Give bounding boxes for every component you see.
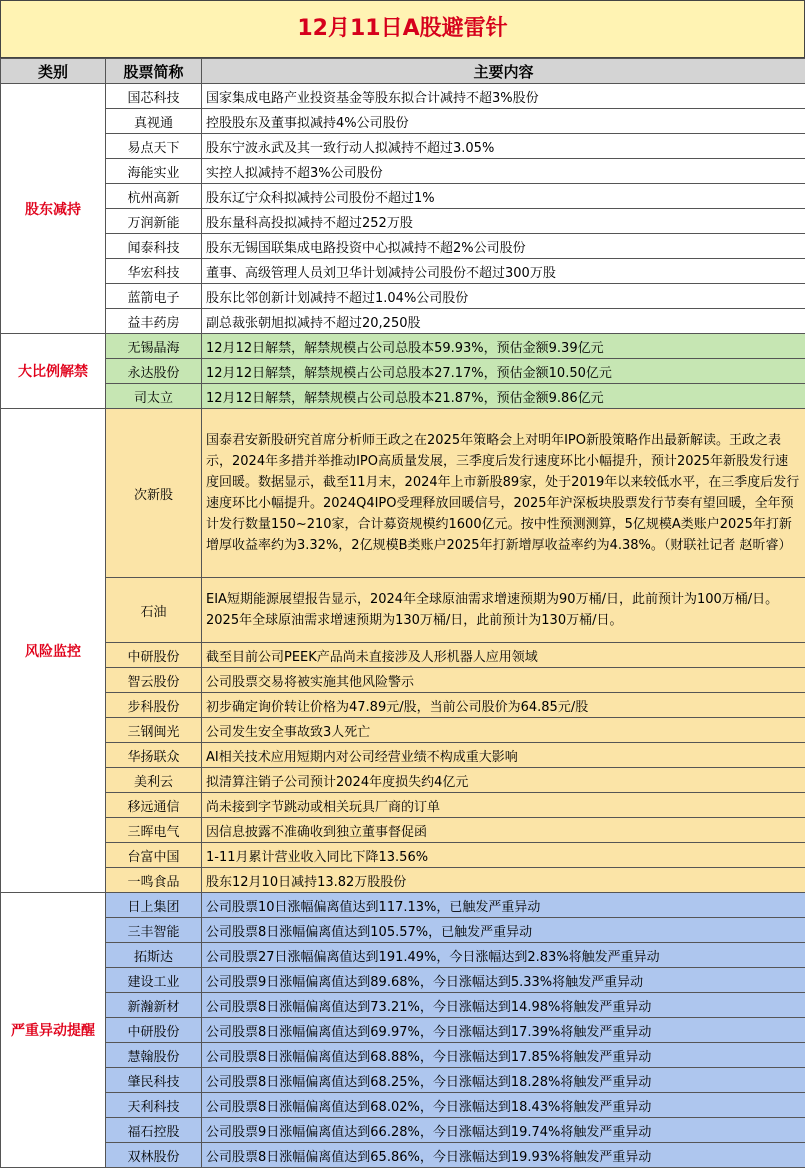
table-row (1, 359, 805, 384)
header-category: 类别 (1, 59, 106, 84)
content-cell: 股东比邻创新计划减持不超过1.04%公司股份 (202, 284, 805, 309)
table-row (1, 668, 805, 693)
table-row (1, 993, 805, 1018)
stock-name-cell: 蓝箭电子 (106, 284, 202, 309)
stock-name-cell: 永达股份 (106, 359, 202, 384)
table-row (1, 84, 805, 109)
stock-name-cell: 万润新能 (106, 209, 202, 234)
content-cell: 公司股票8日涨幅偏离值达到68.02%，今日涨幅达到18.43%将触发严重异动 (202, 1093, 805, 1118)
stock-name-cell: 易点天下 (106, 134, 202, 159)
table-row (1, 578, 805, 643)
stock-name-cell: 步科股份 (106, 693, 202, 718)
table-row (1, 968, 805, 993)
header-stock-name: 股票简称 (106, 59, 202, 84)
content-cell: 公司股票10日涨幅偏离值达到117.13%，已触发严重异动 (202, 893, 805, 918)
content-cell: 截至目前公司PEEK产品尚未直接涉及人形机器人应用领域 (202, 643, 805, 668)
table-row (1, 943, 805, 968)
content-cell: EIA短期能源展望报告显示，2024年全球原油需求增速预期为90万桶/日，此前预计为100万桶/日。2025年全球原油需求增速预期为130万桶/日，此前预计为130万桶/日。 (202, 578, 805, 643)
content-cell: 12月12日解禁，解禁规模占公司总股本59.93%，预估金额9.39亿元 (202, 334, 805, 359)
table-row (1, 134, 805, 159)
stock-name-cell: 台富中国 (106, 843, 202, 868)
table-row (1, 743, 805, 768)
table-row (1, 1018, 805, 1043)
content-cell: 因信息披露不准确收到独立董事督促函 (202, 818, 805, 843)
content-cell: 股东辽宁众科拟减持公司股份不超过1% (202, 184, 805, 209)
content-cell: 初步确定询价转让价格为47.89元/股，当前公司股价为64.85元/股 (202, 693, 805, 718)
stock-name-cell: 肇民科技 (106, 1068, 202, 1093)
content-cell: 12月12日解禁，解禁规模占公司总股本21.87%，预估金额9.86亿元 (202, 384, 805, 409)
content-cell: 股东宁波永武及其一致行动人拟减持不超过3.05% (202, 134, 805, 159)
stock-name-cell: 国芯科技 (106, 84, 202, 109)
content-cell: 公司股票8日涨幅偏离值达到73.21%，今日涨幅达到14.98%将触发严重异动 (202, 993, 805, 1018)
table-row (1, 1043, 805, 1068)
stock-name-cell: 三钢闽光 (106, 718, 202, 743)
table-row (1, 843, 805, 868)
content-cell: 公司股票27日涨幅偏离值达到191.49%，今日涨幅达到2.83%将触发严重异动 (202, 943, 805, 968)
table-row (1, 918, 805, 943)
table-row (1, 234, 805, 259)
risk-table (0, 58, 805, 1168)
stock-name-cell: 闻泰科技 (106, 234, 202, 259)
content-cell: 副总裁张朝旭拟减持不超过20,250股 (202, 309, 805, 334)
table-row (1, 184, 805, 209)
stock-name-cell: 次新股 (106, 409, 202, 578)
content-cell: AI相关技术应用短期内对公司经营业绩不构成重大影响 (202, 743, 805, 768)
stock-name-cell: 双林股份 (106, 1143, 202, 1168)
stock-name-cell: 杭州高新 (106, 184, 202, 209)
stock-name-cell: 拓斯达 (106, 943, 202, 968)
stock-name-cell: 建设工业 (106, 968, 202, 993)
table-row (1, 259, 805, 284)
stock-name-cell: 一鸣食品 (106, 868, 202, 893)
content-cell: 董事、高级管理人员刘卫华计划减持公司股份不超过300万股 (202, 259, 805, 284)
stock-name-cell: 慧翰股份 (106, 1043, 202, 1068)
table-row (1, 1093, 805, 1118)
table-row (1, 793, 805, 818)
content-cell: 公司股票8日涨幅偏离值达到69.97%，今日涨幅达到17.39%将触发严重异动 (202, 1018, 805, 1043)
stock-name-cell: 司太立 (106, 384, 202, 409)
stock-name-cell: 益丰药房 (106, 309, 202, 334)
stock-name-cell: 三丰智能 (106, 918, 202, 943)
stock-name-cell: 福石控股 (106, 1118, 202, 1143)
content-cell: 控股股东及董事拟减持4%公司股份 (202, 109, 805, 134)
table-row (1, 284, 805, 309)
stock-name-cell: 三晖电气 (106, 818, 202, 843)
content-cell: 公司股票8日涨幅偏离值达到68.25%，今日涨幅达到18.28%将触发严重异动 (202, 1068, 805, 1093)
stock-name-cell: 美利云 (106, 768, 202, 793)
content-cell: 股东量科高投拟减持不超过252万股 (202, 209, 805, 234)
stock-name-cell: 真视通 (106, 109, 202, 134)
stock-name-cell: 华宏科技 (106, 259, 202, 284)
stock-name-cell: 日上集团 (106, 893, 202, 918)
stock-name-cell: 智云股份 (106, 668, 202, 693)
table-row (1, 384, 805, 409)
table-row (1, 409, 805, 578)
page-title: 12月11日A股避雷针 (0, 0, 805, 58)
header-main-content: 主要内容 (202, 59, 805, 84)
content-cell: 12月12日解禁，解禁规模占公司总股本27.17%，预估金额10.50亿元 (202, 359, 805, 384)
table-row (1, 818, 805, 843)
stock-name-cell: 新瀚新材 (106, 993, 202, 1018)
content-cell: 公司股票8日涨幅偏离值达到68.88%，今日涨幅达到17.85%将触发严重异动 (202, 1043, 805, 1068)
content-cell: 尚未接到字节跳动或相关玩具厂商的订单 (202, 793, 805, 818)
table-row (1, 309, 805, 334)
table-row (1, 868, 805, 893)
stock-name-cell: 海能实业 (106, 159, 202, 184)
table-row (1, 768, 805, 793)
category-cell: 严重异动提醒 (1, 893, 106, 1168)
table-row (1, 693, 805, 718)
table-row (1, 643, 805, 668)
table-row (1, 334, 805, 359)
content-cell: 公司股票9日涨幅偏离值达到66.28%，今日涨幅达到19.74%将触发严重异动 (202, 1118, 805, 1143)
table-row (1, 1118, 805, 1143)
content-cell: 公司股票9日涨幅偏离值达到89.68%，今日涨幅达到5.33%将触发严重异动 (202, 968, 805, 993)
table-row (1, 718, 805, 743)
content-cell: 国泰君安新股研究首席分析师王政之在2025年策略会上对明年IPO新股策略作出最新解读。王政之表示，2024年多措并举推动IPO高质量发展，三季度后发行速度环比小幅提升，预计2025年新股发行速度回暖。数据显示，截至11月末，2024年上市新股89家，处于2019年以来较低水平，在三季度后发行速度环比小幅提升。2024Q4IPO受理释放回暖信号，2025年沪深板块股票发行节奏有望回暖，全年预计发行数量150~210家，合计募资规模约1600亿元。按中性预测测算，5亿规模A类账户2025年打新增厚收益率约为3.32%，2亿规模B类账户2025年打新增厚收益率约为4.38%。（财联社记者 赵昕睿） (202, 409, 805, 578)
content-cell: 股东无锡国联集成电路投资中心拟减持不超2%公司股份 (202, 234, 805, 259)
stock-name-cell: 华扬联众 (106, 743, 202, 768)
table-row (1, 893, 805, 918)
content-cell: 公司股票8日涨幅偏离值达到105.57%，已触发严重异动 (202, 918, 805, 943)
category-cell: 大比例解禁 (1, 334, 106, 409)
content-cell: 1-11月累计营业收入同比下降13.56% (202, 843, 805, 868)
stock-name-cell: 移远通信 (106, 793, 202, 818)
content-cell: 实控人拟减持不超3%公司股份 (202, 159, 805, 184)
content-cell: 国家集成电路产业投资基金等股东拟合计减持不超3%股份 (202, 84, 805, 109)
content-cell: 股东12月10日减持13.82万股股份 (202, 868, 805, 893)
stock-name-cell: 无锡晶海 (106, 334, 202, 359)
category-cell: 股东减持 (1, 84, 106, 334)
category-cell: 风险监控 (1, 409, 106, 893)
table-row (1, 209, 805, 234)
stock-name-cell: 天利科技 (106, 1093, 202, 1118)
stock-name-cell: 石油 (106, 578, 202, 643)
table-row (1, 109, 805, 134)
content-cell: 公司股票8日涨幅偏离值达到65.86%，今日涨幅达到19.93%将触发严重异动 (202, 1143, 805, 1168)
table-row (1, 159, 805, 184)
table-row (1, 1068, 805, 1093)
content-cell: 公司股票交易将被实施其他风险警示 (202, 668, 805, 693)
content-cell: 拟清算注销子公司预计2024年度损失约4亿元 (202, 768, 805, 793)
table-row (1, 1143, 805, 1168)
stock-name-cell: 中研股份 (106, 643, 202, 668)
content-cell: 公司发生安全事故致3人死亡 (202, 718, 805, 743)
stock-name-cell: 中研股份 (106, 1018, 202, 1043)
